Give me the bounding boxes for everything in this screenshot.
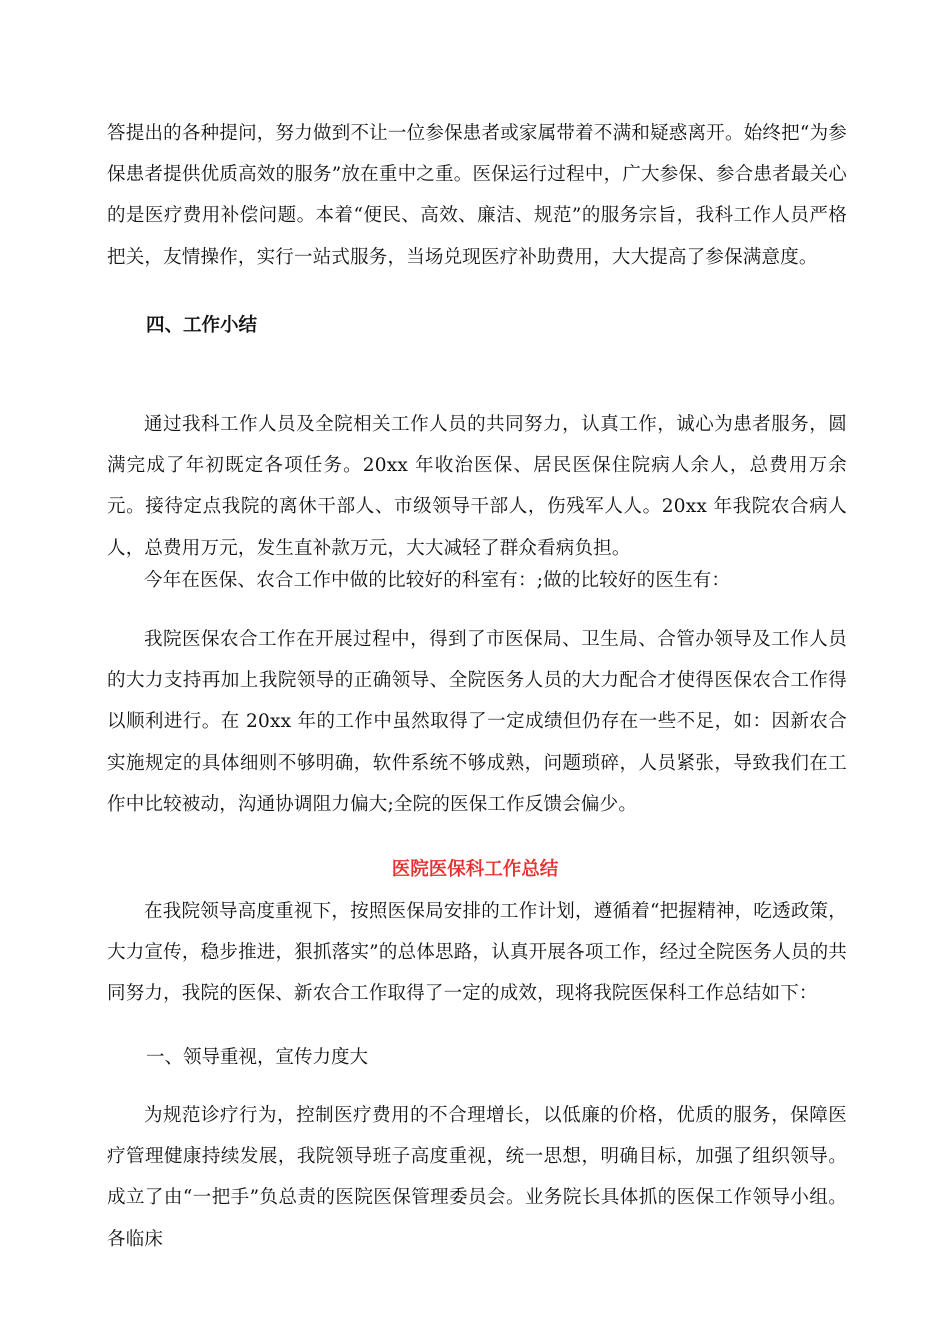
paragraph-annual-results: 通过我科工作人员及全院相关工作人员的共同努力，认真工作，诚心为患者服务，圆满完成了年初既定各项任务。20xx 年收治医保、居民医保住院病人余人，总费用万余元。接待定点我院的离休干部人、市级领导干部人，伤残军人人。20xx 年我院农合病人人，总费用万元，发生直补款万元，大大减轻了群众看病负担。 bbox=[107, 414, 847, 559]
document-title: 医院医保科工作总结 bbox=[391, 859, 559, 880]
section-heading-leadership: 一、领导重视，宣传力度大 bbox=[146, 1047, 369, 1068]
paragraph-intro: 在我院领导高度重视下，按照医保局安排的工作计划，遵循着“把握精神，吃透政策，大力宣传，稳步推进，狠抓落实”的总体思路，认真开展各项工作，经过全院医务人员的共同努力，我院的医保、新农合工作取得了一定的成效，现将我院医保科工作总结如下： bbox=[107, 901, 847, 1005]
paragraph-support-and-shortcomings: 我院医保农合工作在开展过程中，得到了市医保局、卫生局、合管办领导及工作人员的大力支持再加上我院领导的正确领导、全院医务人员的大力配合才使得医保农合工作得以顺利进行。在 20xx 年的工作中虽然取得了一定成绩但仍存在一些不足，如：因新农合实施规定的具体细则不够明确，软件系统不够成熟，问题琐碎，人员紧张，导致我们在工作中比较被动，沟通协调阻力偏大;全院的医保工作反馈会偏少。 bbox=[107, 629, 847, 815]
section-heading-work-summary: 四、工作小结 bbox=[146, 315, 258, 336]
paragraph-service-satisfaction: 答提出的各种提问，努力做到不让一位参保患者或家属带着不满和疑惑离开。始终把“为参保患者提供优质高效的服务”放在重中之重。医保运行过程中，广大参保、参合患者最关心的是医疗费用补偿问题。本着“便民、高效、廉洁、规范”的服务宗旨，我科工作人员严格把关，友情操作，实行一站式服务，当场兑现医疗补助费用，大大提高了参保满意度。 bbox=[107, 123, 847, 268]
paragraph-leadership-details: 为规范诊疗行为，控制医疗费用的不合理增长，以低廉的价格，优质的服务，保障医疗管理健康持续发展，我院领导班子高度重视，统一思想，明确目标，加强了组织领导。成立了由“一把手”负总责的医院医保管理委员会。业务院长具体抓的医保工作领导小组。各临床 bbox=[107, 1105, 847, 1250]
paragraph-good-departments: 今年在医保、农合工作中做的比较好的科室有：;做的比较好的医生有： bbox=[144, 570, 731, 591]
